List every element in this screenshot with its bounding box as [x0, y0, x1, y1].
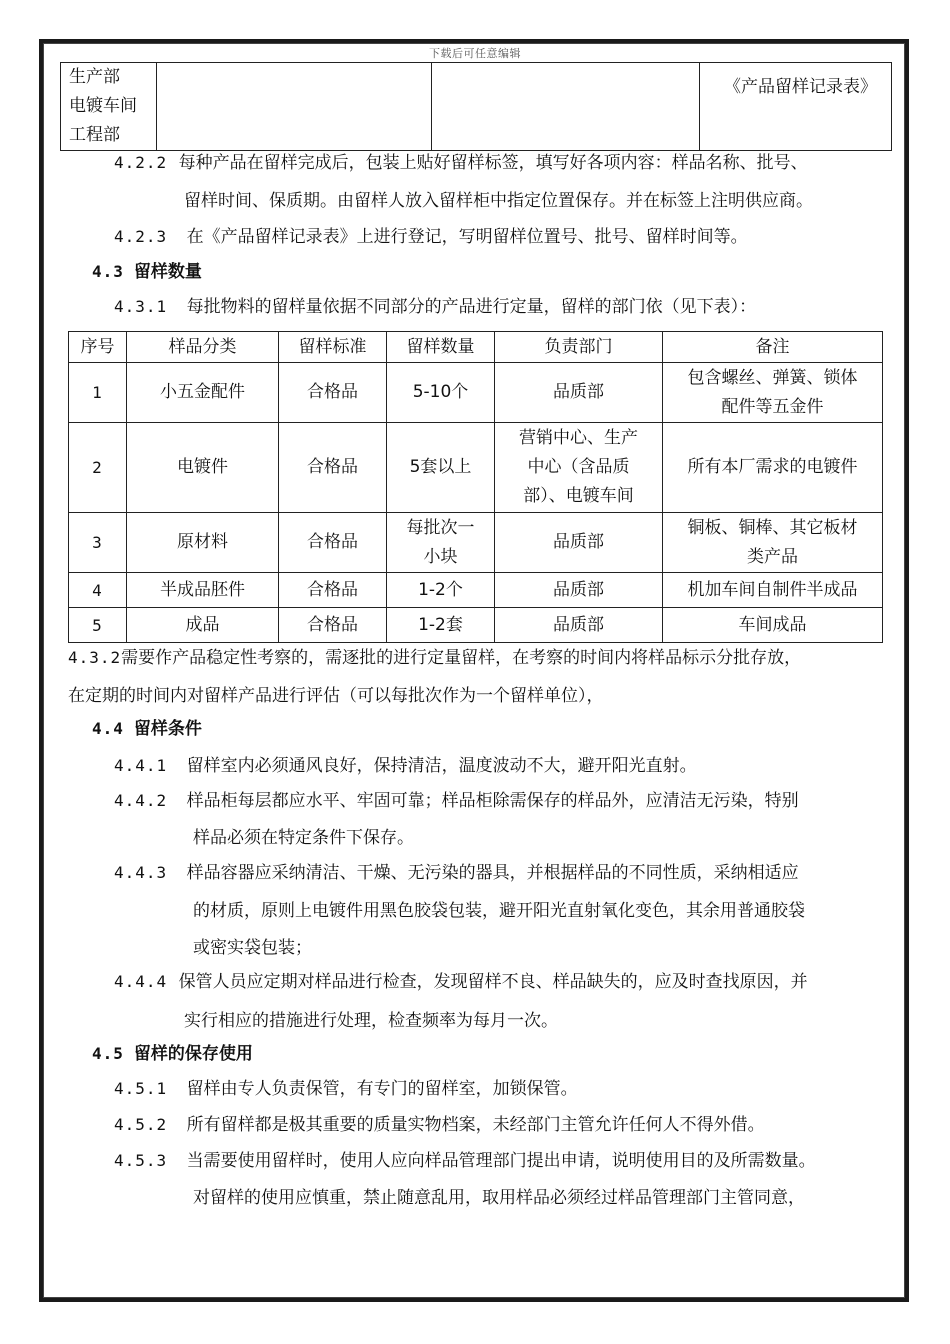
row-standard: 合格品: [279, 423, 387, 513]
row-category: 成品: [127, 608, 279, 643]
note-line: 铜板、铜棒、其它板材: [687, 517, 858, 538]
department-engineering: 工程部: [69, 125, 120, 145]
clause-text: 所有留样都是极其重要的质量实物档案，未经部门主管允许任何人不得外借。: [186, 1115, 765, 1135]
row-standard: 合格品: [279, 363, 387, 423]
clause-4-3-1: [114, 296, 756, 318]
department-plating: 电镀车间: [69, 96, 137, 116]
empty-cell: [157, 63, 432, 151]
row-department: 品质部: [495, 573, 663, 608]
department-list: [61, 63, 157, 151]
row-note: [663, 363, 883, 423]
clause-4-5-3-cont: 对留样的使用应慎重，禁止随意乱用，取用样品必须经过样品管理部门主管同意，: [193, 1188, 805, 1208]
row-standard: 合格品: [279, 573, 387, 608]
section-number: 4.3: [92, 262, 124, 281]
clause-4-4-3: [114, 862, 799, 884]
clause-number: 4.5.3: [114, 1151, 168, 1170]
record-form-cell: [700, 63, 892, 151]
quantity-line: 每批次一: [406, 517, 475, 538]
row-quantity: [387, 513, 495, 573]
clause-text: 留样室内必须通风良好，保持清洁，温度波动不大，避开阳光直射。: [186, 756, 697, 776]
section-4-5-heading: [92, 1043, 253, 1065]
header-department: 负责部门: [495, 332, 663, 363]
clause-number: 4.4.1: [114, 756, 168, 775]
quantity-line: 小块: [423, 546, 458, 567]
note-line: 配件等五金件: [721, 396, 824, 417]
clause-text: 每批物料的留样量依据不同部分的产品进行定量，留样的部门依（见下表）：: [186, 297, 757, 317]
clause-4-2-3: [114, 226, 748, 248]
section-number: 4.5: [92, 1044, 124, 1063]
row-category: 半成品胚件: [127, 573, 279, 608]
clause-number: 4.4.2: [114, 791, 168, 810]
row-category: 原材料: [127, 513, 279, 573]
department-production: 生产部: [69, 67, 120, 87]
row-category: 电镀件: [127, 423, 279, 513]
clause-4-4-2-cont: 样品必须在特定条件下保存。: [193, 828, 414, 848]
clause-4-2-2-cont: 留样时间、保质期。由留样人放入留样柜中指定位置保存。并在标签上注明供应商。: [184, 191, 813, 211]
row-no: 3: [69, 513, 127, 573]
clause-number: 4.3.2: [68, 648, 122, 667]
row-quantity: 1-2套: [387, 608, 495, 643]
section-number: 4.4: [92, 719, 124, 738]
section-title: 留样条件: [133, 719, 202, 739]
clause-4-5-1: [114, 1078, 578, 1100]
header-no: 序号: [69, 332, 127, 363]
clause-number: 4.4.4: [114, 972, 168, 991]
clause-4-4-4: [114, 971, 808, 993]
table-row: [69, 608, 883, 643]
clause-text: 每种产品在留样完成后，包装上贴好留样标签，填写好各项内容：样品名称、批号、: [178, 153, 808, 173]
download-note: 下载后可任意编辑: [429, 47, 521, 60]
row-quantity: 5套以上: [387, 423, 495, 513]
clause-text: 留样由专人负责保管，有专门的留样室，加锁保管。: [186, 1079, 578, 1099]
table-header-row: [69, 332, 883, 363]
clause-number: 4.4.3: [114, 863, 168, 882]
section-4-3-heading: [92, 261, 202, 283]
clause-text: 需要作产品稳定性考察的，需逐批的进行定量留样，在考察的时间内将样品标示分批存放，: [121, 648, 802, 668]
clause-4-3-2: [68, 647, 801, 669]
clause-4-2-2: [114, 152, 808, 174]
top-table: [60, 62, 892, 151]
clause-number: 4.5.1: [114, 1079, 168, 1098]
row-note: [663, 513, 883, 573]
clause-4-5-3: [114, 1150, 816, 1172]
sample-retention-table: [68, 331, 883, 643]
department-line: 中心（含品质: [527, 457, 630, 477]
row-note: 所有本厂需求的电镀件: [663, 423, 883, 513]
row-no: 2: [69, 423, 127, 513]
note-line: 包含螺丝、弹簧、锁体: [687, 367, 858, 388]
clause-4-4-3-cont: 或密实袋包装；: [193, 938, 312, 958]
table-row: [69, 363, 883, 423]
empty-cell: [432, 63, 700, 151]
clause-4-3-2-cont: 在定期的时间内对留样产品进行评估（可以每批次作为一个留样单位），: [68, 686, 604, 706]
row-note: 车间成品: [663, 608, 883, 643]
clause-4-4-2: [114, 790, 799, 812]
row-no: 5: [69, 608, 127, 643]
clause-text: 样品柜每层都应水平、牢固可靠；样品柜除需保存的样品外，应清洁无污染，特别: [186, 791, 799, 811]
table-row: [69, 513, 883, 573]
row-note: 机加车间自制件半成品: [663, 573, 883, 608]
row-quantity: 5-10个: [387, 363, 495, 423]
clause-number: 4.2.2: [114, 153, 168, 172]
clause-text: 当需要使用留样时，使用人应向样品管理部门提出申请，说明使用目的及所需数量。: [186, 1151, 816, 1171]
row-department: 品质部: [495, 363, 663, 423]
header-quantity: 留样数量: [387, 332, 495, 363]
table-row: [69, 573, 883, 608]
clause-4-4-4-cont: 实行相应的措施进行处理，检查频率为每月一次。: [184, 1011, 558, 1031]
header-category: 样品分类: [127, 332, 279, 363]
row-department: [495, 423, 663, 513]
clause-text: 在《产品留样记录表》上进行登记，写明留样位置号、批号、留样时间等。: [186, 227, 748, 247]
row-department: 品质部: [495, 513, 663, 573]
clause-4-5-2: [114, 1114, 765, 1136]
section-title: 留样数量: [133, 262, 202, 282]
row-no: 1: [69, 363, 127, 423]
clause-text: 样品容器应采纳清洁、干燥、无污染的器具，并根据样品的不同性质，采纳相适应: [186, 863, 799, 883]
row-quantity: 1-2个: [387, 573, 495, 608]
header-standard: 留样标准: [279, 332, 387, 363]
department-line: 营销中心、生产: [519, 428, 638, 448]
table-row: [69, 423, 883, 513]
section-4-4-heading: [92, 718, 202, 740]
clause-number: 4.2.3: [114, 227, 168, 246]
clause-text: 保管人员应定期对样品进行检查，发现留样不良、样品缺失的，应及时查找原因，并: [178, 972, 808, 992]
clause-4-4-3-cont: 的材质，原则上电镀件用黑色胶袋包装，避开阳光直射氧化变色，其余用普通胶袋: [193, 901, 805, 921]
note-line: 类产品: [747, 546, 798, 567]
record-form-name: 《产品留样记录表》: [724, 77, 877, 97]
department-line: 部）、电镀车间: [523, 486, 634, 506]
row-standard: 合格品: [279, 513, 387, 573]
row-standard: 合格品: [279, 608, 387, 643]
row-department: 品质部: [495, 608, 663, 643]
section-title: 留样的保存使用: [133, 1044, 253, 1064]
clause-4-4-1: [114, 755, 697, 777]
row-no: 4: [69, 573, 127, 608]
clause-number: 4.3.1: [114, 297, 168, 316]
clause-number: 4.5.2: [114, 1115, 168, 1134]
header-note: 备注: [663, 332, 883, 363]
row-category: 小五金配件: [127, 363, 279, 423]
